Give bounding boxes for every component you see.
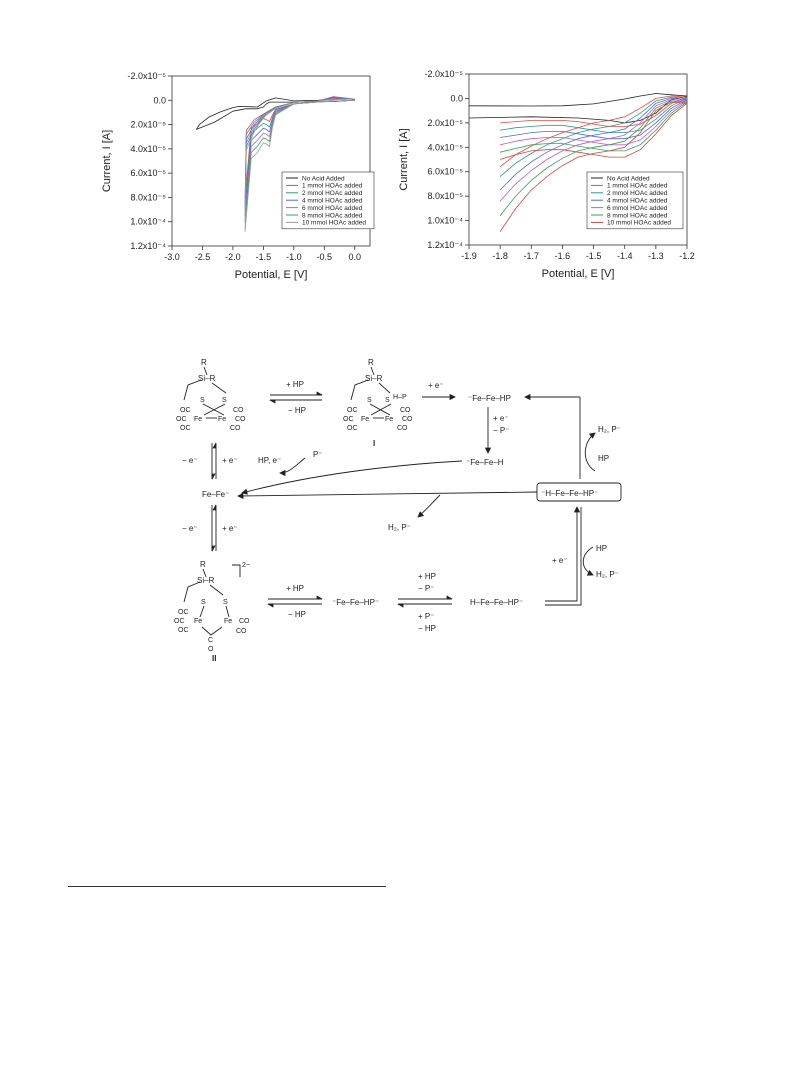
species-fe-fe-anion: Fe–Fe⁻ — [202, 490, 230, 499]
svg-text:+ e⁻: + e⁻ — [222, 456, 238, 465]
y-tick-label: 0.0 — [450, 93, 463, 104]
svg-text:CO: CO — [235, 416, 246, 423]
legend-entry: 8 mmol HOAc added — [607, 212, 668, 220]
svg-text:H₂, P⁻: H₂, P⁻ — [598, 425, 621, 434]
legend-entry: 6 mmol HOAc added — [607, 204, 668, 212]
svg-text:CO: CO — [230, 425, 241, 432]
svg-text:OC: OC — [174, 618, 185, 625]
svg-text:OC: OC — [347, 425, 358, 432]
svg-text:− e⁻: − e⁻ — [182, 524, 198, 533]
species-fe-fe-hp: ⁻Fe–Fe–HP — [468, 394, 511, 403]
svg-text:OC: OC — [180, 425, 191, 432]
y-tick-label: 1.2x10⁻⁴ — [130, 241, 166, 251]
x-tick-label: -0.5 — [316, 252, 333, 262]
si-r-label: Si–R — [198, 374, 216, 383]
svg-text:S: S — [200, 397, 205, 404]
species-h-fe-fe-hp-boxed: ⁻H–Fe–Fe–HP⁻ — [541, 489, 599, 498]
y-tick-label: -2.0x10⁻⁵ — [424, 69, 463, 79]
label-plus-hp-1: + HP — [286, 380, 305, 389]
svg-text:S: S — [222, 397, 227, 404]
legend-entry: No Acid Added — [302, 175, 345, 183]
svg-text:Si–R: Si–R — [197, 576, 215, 585]
svg-text:CO: CO — [402, 416, 413, 423]
svg-text:Fe: Fe — [385, 416, 394, 423]
x-axis-label: Potential, E [V] — [541, 268, 615, 280]
x-tick-label: -1.4 — [616, 251, 633, 261]
legend-entry: 6 mmol HOAc added — [302, 204, 363, 212]
catalytic-mechanism-scheme — [150, 355, 670, 663]
x-tick-label: -1.0 — [286, 252, 302, 262]
svg-text:OC: OC — [176, 416, 187, 423]
species-fe-fe-h: ⁻Fe–Fe–H — [466, 458, 504, 467]
svg-text:CO: CO — [236, 628, 247, 635]
svg-text:+ e⁻: + e⁻ — [552, 556, 568, 565]
y-tick-label: 8.0x10⁻⁵ — [427, 191, 463, 202]
svg-text:Si–R: Si–R — [365, 374, 383, 383]
x-tick-label: -1.8 — [492, 251, 508, 261]
compound-II-label: II — [212, 654, 217, 663]
svg-text:− P⁻: − P⁻ — [493, 426, 510, 435]
svg-text:R: R — [368, 358, 374, 367]
svg-text:Fe: Fe — [361, 416, 370, 423]
svg-text:H₂, P⁻: H₂, P⁻ — [388, 523, 411, 532]
svg-text:+ HP: + HP — [418, 572, 437, 581]
svg-text:S: S — [367, 397, 372, 404]
svg-text:− HP: − HP — [288, 610, 307, 619]
cv-chart-full-range — [100, 58, 390, 288]
y-tick-label: 6.0x10⁻⁵ — [427, 166, 463, 177]
svg-text:Fe: Fe — [218, 416, 227, 423]
svg-text:P⁻: P⁻ — [313, 450, 323, 459]
x-tick-label: -1.9 — [461, 251, 477, 261]
species-fe-fe-hp-dianion: ⁻Fe–Fe–HP⁻ — [332, 598, 380, 607]
svg-text:H₂, P⁻: H₂, P⁻ — [596, 570, 619, 579]
x-tick-label: -1.7 — [523, 251, 540, 261]
svg-text:S: S — [385, 397, 390, 404]
diiron-complex-neutral — [176, 358, 246, 432]
y-tick-label: 8.0x10⁻⁵ — [130, 192, 166, 203]
series-line-0 — [469, 94, 687, 123]
legend-entry: 1 mmol HOAc added — [302, 182, 363, 190]
y-axis-label: Current, I [A] — [101, 129, 113, 193]
svg-text:S: S — [223, 599, 228, 606]
y-tick-label: 4.0x10⁻⁵ — [427, 142, 463, 153]
svg-text:S: S — [201, 599, 206, 606]
r-label: R — [201, 358, 207, 367]
y-tick-label: 1.0x10⁻⁴ — [130, 216, 166, 227]
legend-entry: 2 mmol HOAc added — [607, 190, 668, 198]
species-h-fe-fe-hp: H–Fe–Fe–HP⁻ — [470, 598, 524, 607]
y-tick-label: 2.0x10⁻⁵ — [130, 119, 166, 130]
legend-entry: No Acid Added — [607, 175, 650, 183]
y-tick-label: 2.0x10⁻⁵ — [427, 117, 463, 128]
svg-text:2−: 2− — [242, 562, 250, 569]
x-tick-label: -1.5 — [585, 251, 602, 261]
diiron-complex-I — [343, 358, 413, 448]
x-tick-label: -1.5 — [255, 252, 272, 262]
y-tick-label: 1.0x10⁻⁴ — [427, 215, 463, 226]
svg-text:HP: HP — [596, 544, 608, 553]
svg-text:+ e⁻: + e⁻ — [493, 414, 509, 423]
svg-text:OC: OC — [343, 416, 354, 423]
legend-entry: 2 mmol HOAc added — [302, 190, 363, 198]
svg-text:− P⁻: − P⁻ — [418, 584, 435, 593]
legend-entry: 10 mmol HOAc added — [607, 219, 671, 227]
svg-text:Fe: Fe — [224, 618, 233, 625]
cv-chart-zoomed-range — [398, 58, 715, 288]
svg-text:+ e⁻: + e⁻ — [222, 524, 238, 533]
svg-text:− e⁻: − e⁻ — [182, 456, 198, 465]
legend-entry: 8 mmol HOAc added — [302, 212, 363, 220]
svg-text:+ e⁻: + e⁻ — [428, 381, 444, 390]
x-tick-label: -3.0 — [164, 252, 180, 262]
svg-text:HP, e⁻: HP, e⁻ — [258, 456, 282, 465]
y-axis-label: Current, I [A] — [398, 128, 410, 191]
svg-text:HP: HP — [598, 454, 610, 463]
svg-text:C: C — [208, 637, 214, 644]
label-minus-hp-1: − HP — [288, 406, 307, 415]
x-tick-label: 0.0 — [348, 252, 362, 262]
svg-text:Fe: Fe — [194, 618, 203, 625]
x-tick-label: -1.2 — [679, 251, 695, 261]
svg-text:− HP: − HP — [418, 624, 437, 633]
x-tick-label: -2.0 — [225, 252, 241, 262]
svg-text:OC: OC — [180, 407, 191, 414]
svg-text:OC: OC — [178, 609, 189, 616]
legend-entry: 4 mmol HOAc added — [607, 197, 668, 205]
svg-text:OC: OC — [178, 627, 189, 634]
svg-text:H–P: H–P — [393, 394, 407, 401]
svg-text:CO: CO — [397, 425, 408, 432]
svg-text:R: R — [200, 560, 206, 569]
legend-entry: 4 mmol HOAc added — [302, 197, 363, 205]
legend-entry: 1 mmol HOAc added — [607, 182, 668, 190]
y-tick-label: 0.0 — [153, 95, 166, 106]
y-tick-label: 4.0x10⁻⁵ — [130, 143, 166, 154]
svg-text:CO: CO — [400, 407, 411, 414]
x-tick-label: -1.6 — [554, 251, 571, 261]
legend-entry: 10 mmol HOAc added — [302, 219, 366, 227]
svg-text:CO: CO — [233, 407, 244, 414]
compound-I-label: I — [373, 439, 376, 448]
y-tick-label: 6.0x10⁻⁵ — [130, 168, 166, 179]
footnote-separator — [68, 886, 386, 887]
svg-text:CO: CO — [239, 618, 250, 625]
x-tick-label: -1.3 — [648, 251, 664, 261]
svg-text:+ P⁻: + P⁻ — [418, 612, 435, 621]
x-tick-label: -2.5 — [194, 252, 211, 262]
svg-text:O: O — [208, 646, 214, 653]
svg-text:+ HP: + HP — [286, 584, 305, 593]
x-axis-label: Potential, E [V] — [234, 269, 308, 281]
y-tick-label: -2.0x10⁻⁵ — [127, 71, 166, 81]
y-tick-label: 1.2x10⁻⁴ — [427, 240, 463, 250]
diiron-complex-II — [174, 560, 250, 663]
svg-text:OC: OC — [347, 407, 358, 414]
svg-text:Fe: Fe — [194, 416, 203, 423]
